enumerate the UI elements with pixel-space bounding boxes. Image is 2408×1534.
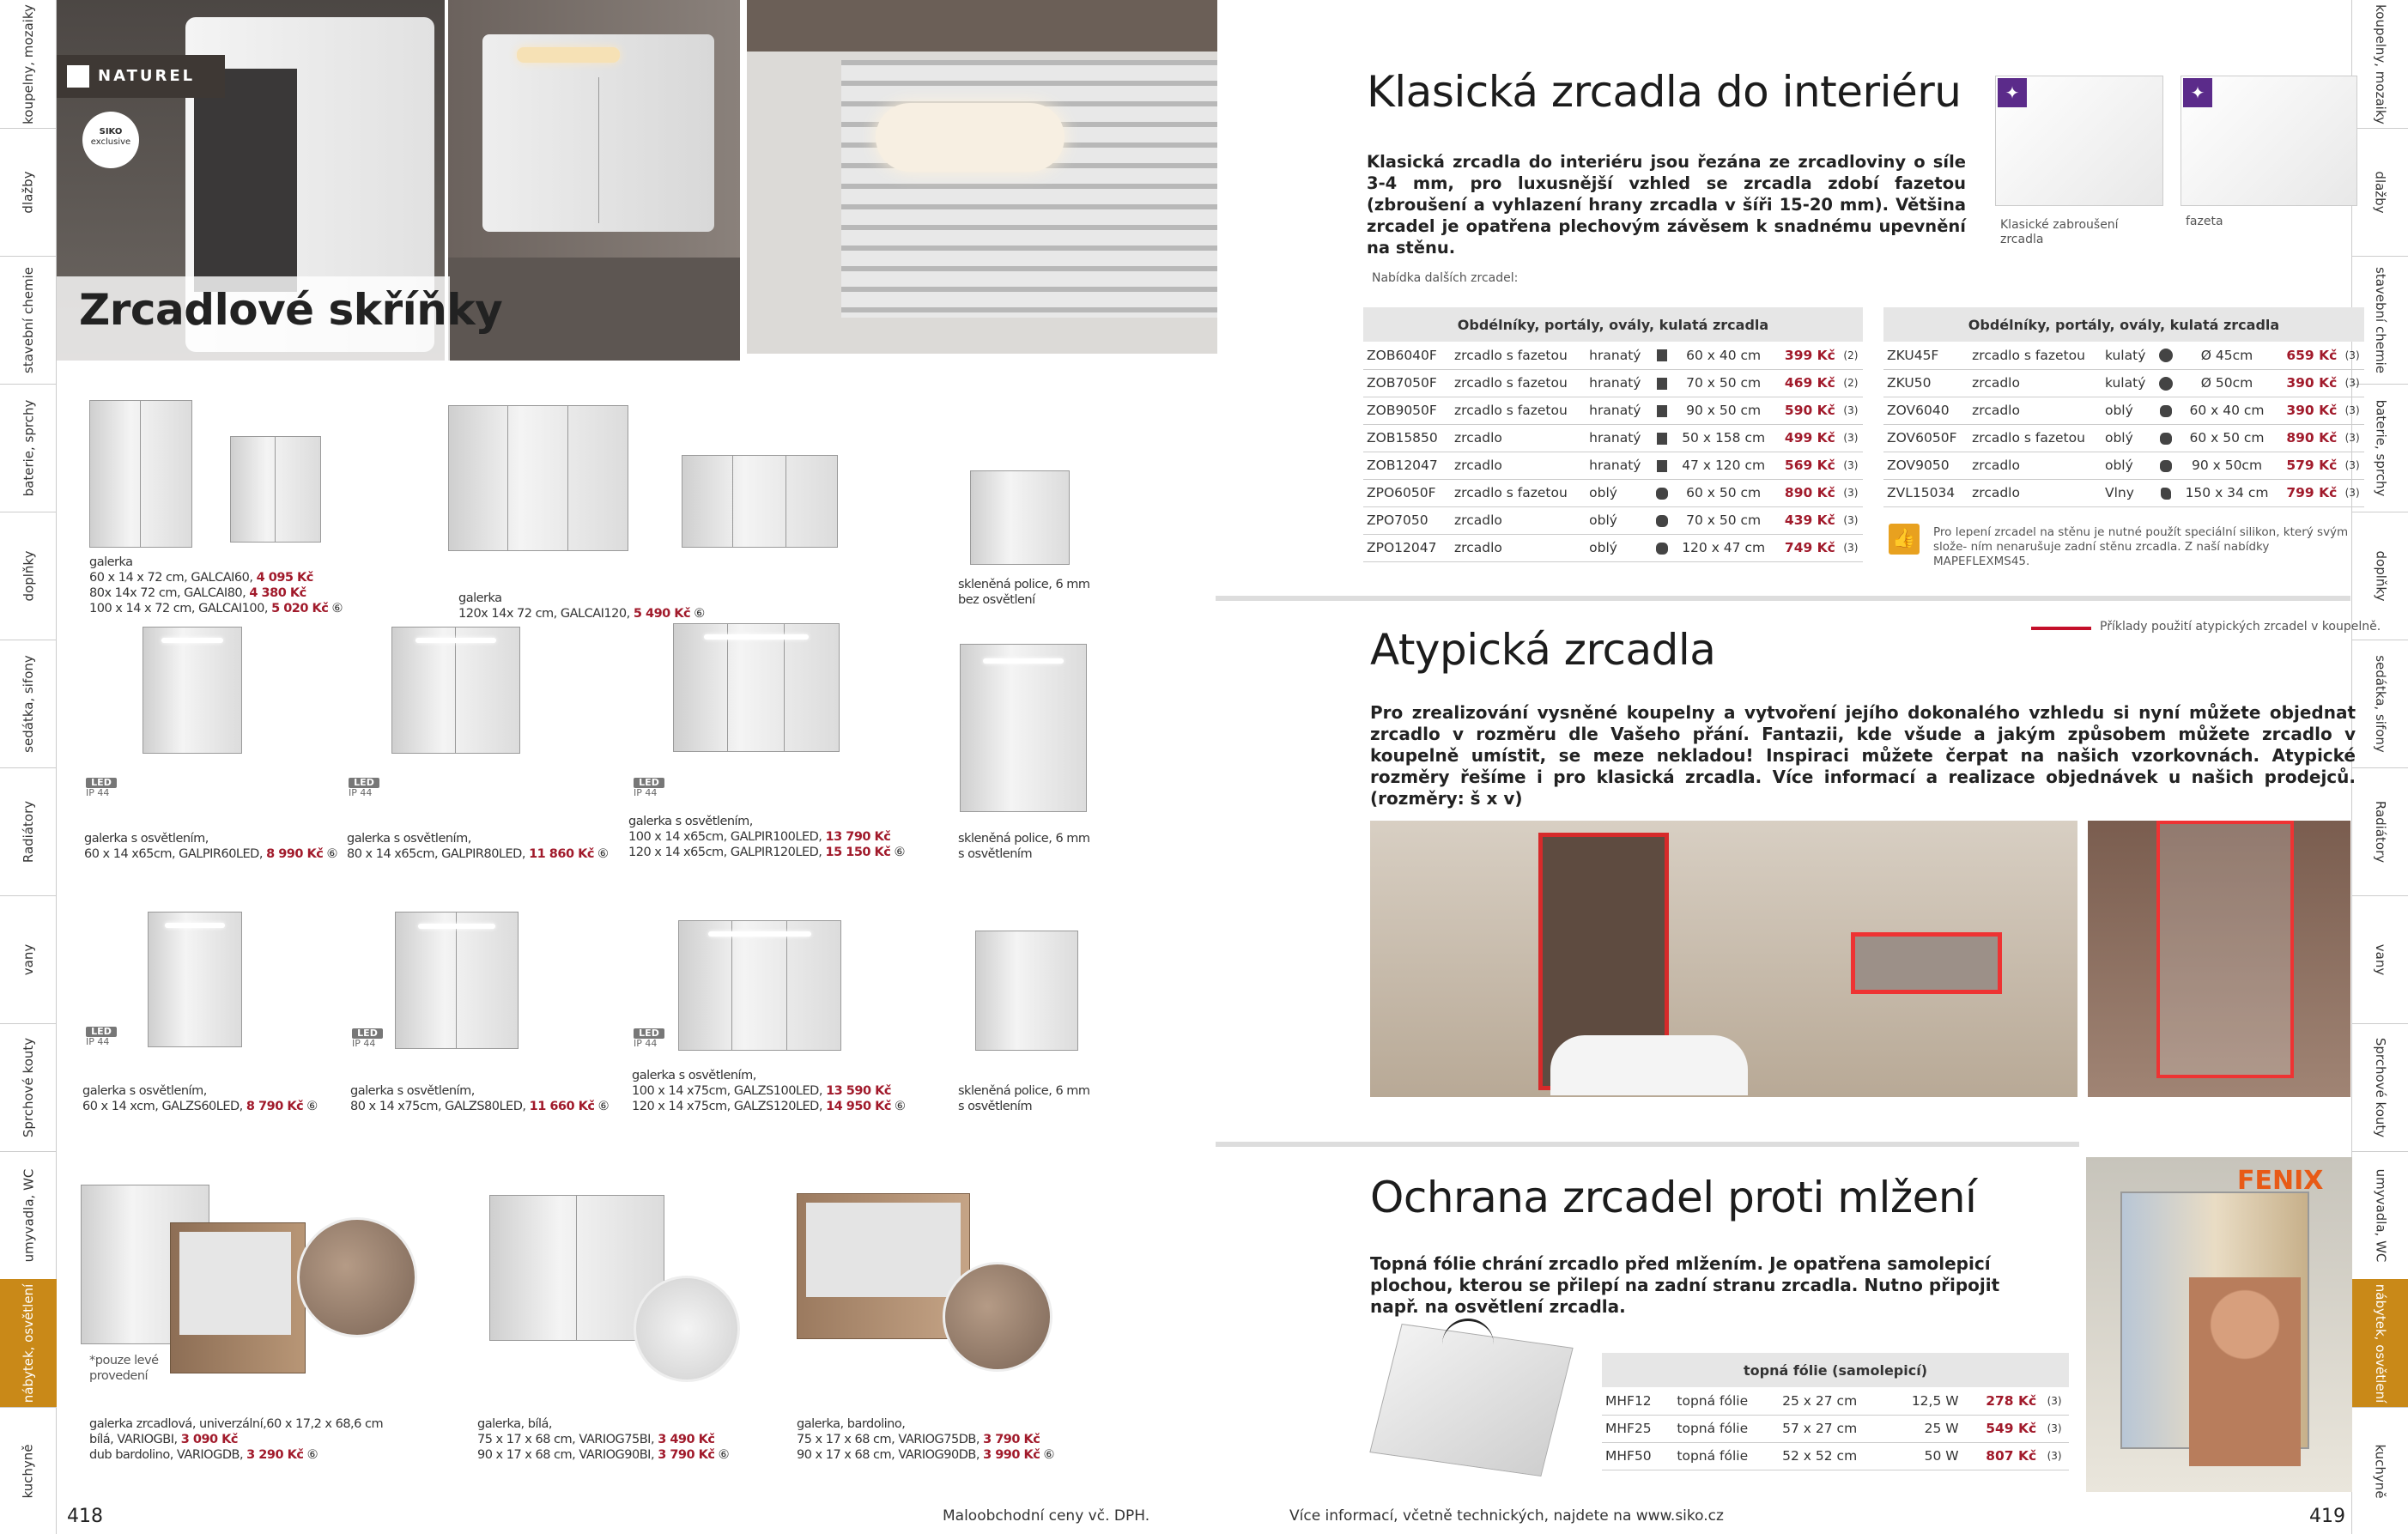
galpir60-image (143, 627, 242, 754)
table-header: Obdélníky, portály, ovály, kulatá zrcadla (1363, 307, 1863, 342)
heating-foil-image (1377, 1310, 1583, 1482)
caption-galzs80: galerka s osvětlením, 80 x 14 x75cm, GALZS80LED, 11 660 Kč ⑥ (350, 1084, 610, 1113)
classic-mirrors-text: Klasická zrcadla do interiéru jsou řezána ze zrcadloviny o síle 3-4 mm, pro luxusnější vzhled se zrcadla zdobí fazetou (zbroušení a vyhlazení hrany zrcadla v šíři 15-20 mm). Většina zrcadel je opatřena plechovým závěsem k snadnému upevnění na stěnu. (1367, 152, 1966, 258)
side-tab[interactable]: dlažby (0, 128, 57, 257)
table-row: ZOB6040F zrcadlo s fazetou hranatý 60 x 40 cm 399 Kč (2) (1363, 342, 1863, 369)
table-row: ZPO6050F zrcadlo s fazetou oblý 60 x 50 cm 890 Kč (3) (1363, 479, 1863, 506)
left-side-tabs (0, 0, 57, 1534)
caption-galzs60: galerka s osvětlením, 60 x 14 xcm, GALZS60LED, 8 790 Kč ⑥ (82, 1084, 318, 1113)
variog-detail-circle (297, 1217, 417, 1337)
side-tab[interactable]: doplňky (2352, 512, 2408, 640)
galcai120-open-image (682, 455, 838, 548)
table-row: ZOV9050 zrcadlo oblý 90 x 50cm 579 Kč (3) (1883, 452, 2364, 479)
side-tab[interactable]: baterie, sprchy (0, 384, 57, 512)
side-tab[interactable]: Sprchové kouty (2352, 1023, 2408, 1152)
table-row: ZOB15850 zrcadlo hranatý 50 x 158 cm 499 Kč (3) (1363, 424, 1863, 452)
fenix-logo: FENIX (2237, 1166, 2324, 1196)
galcai-open-image (230, 436, 321, 543)
side-tab[interactable]: koupelny, mozaiky (2352, 0, 2408, 129)
table-row: MHF25 topná fólie 57 x 27 cm 25 W 549 Kč (3) (1602, 1415, 2069, 1442)
page-number-left: 418 (67, 1506, 103, 1527)
led-badge: LED IP 44 (349, 778, 379, 798)
section-divider (1216, 1142, 2079, 1147)
galpir100-image (673, 623, 840, 752)
right-side-tabs (2351, 0, 2408, 1534)
table-row: ZOV6050F zrcadlo s fazetou oblý 60 x 50 cm 890 Kč (3) (1883, 424, 2364, 452)
glass-shelf-image-3 (975, 931, 1078, 1051)
mirror-table-2 (1883, 307, 2364, 507)
caption-glass-shelf-3: skleněná police, 6 mm s osvětlením (958, 1084, 1090, 1113)
caption-variog: galerka zrcadlová, univerzální,60 x 17,2 x 68,6 cm bílá, VARIOGBI, 3 090 Kč dub bardolino, VARIOGDB, 3 290 Kč ⑥ (89, 1417, 384, 1462)
table-row: ZOV6040 zrcadlo oblý 60 x 40 cm 390 Kč (3) (1883, 397, 2364, 424)
glass-shelf-image-1 (970, 470, 1070, 565)
bevel-figure-2: ✦ (2181, 76, 2357, 206)
atypical-bathroom-photo-2 (2088, 821, 2350, 1097)
caption-galpir80: galerka s osvětlením, 80 x 14 x65cm, GALPIR80LED, 11 860 Kč ⑥ (347, 832, 609, 861)
silicone-tip: Pro lepení zrcadel na stěnu je nutné použít speciální silikon, který svým slože- ním nenarušuje zadní stěnu zrcadla. Z naší nabídky MAPEFLEXMS45. (1933, 525, 2349, 568)
caption-glass-shelf-2: skleněná police, 6 mm s osvětlením (958, 832, 1090, 861)
fenix-mirror-photo (2086, 1157, 2352, 1492)
caption-glass-shelf-1: skleněná police, 6 mm bez osvětlení (958, 578, 1090, 607)
table-row: ZOB7050F zrcadlo s fazetou hranatý 70 x 50 cm 469 Kč (2) (1363, 369, 1863, 397)
caption-galzs100: galerka s osvětlením, 100 x 14 x75cm, GALZS100LED, 13 590 Kč 120 x 14 x75cm, GALZS120LED, 14 950 Kč ⑥ (632, 1069, 906, 1113)
table-row: ZVL15034 zrcadlo Vlny 150 x 34 cm 799 Kč (3) (1883, 479, 2364, 506)
side-tab[interactable]: baterie, sprchy (2352, 384, 2408, 512)
side-tab[interactable]: sedátka, sifony (2352, 640, 2408, 768)
table-row: MHF50 topná fólie 52 x 52 cm 50 W 807 Kč (3) (1602, 1442, 2069, 1470)
galcai120-cabinet-image (448, 405, 628, 551)
table-header: topná fólie (samolepicí) (1602, 1353, 2069, 1387)
table-row: ZPO7050 zrcadlo oblý 70 x 50 cm 439 Kč (3) (1363, 506, 1863, 534)
red-legend-line (2031, 627, 2091, 630)
thumbs-up-icon: 👍 (1889, 524, 1920, 555)
led-badge: LED IP 44 (86, 1027, 117, 1047)
side-tab[interactable]: vany (2352, 895, 2408, 1024)
table-row: ZKU45F zrcadlo s fazetou kulatý Ø 45cm 659 Kč (3) (1883, 342, 2364, 369)
section-title-classic-mirrors: Klasická zrcadla do interiéru (1367, 67, 1962, 117)
anti-fog-text: Topná fólie chrání zrcadlo před mlžením. Je opatřena samolepicí plochou, kterou se přilepí na zadní stranu zrcadla. Nutno připojit např. na osvětlení zrcadla. (1370, 1253, 2000, 1317)
side-tab[interactable]: stavební chemie (2352, 256, 2408, 385)
mirror-table-1 (1363, 307, 1863, 562)
caption-galcai120: galerka 120x 14x 72 cm, GALCAI120, 5 490 Kč ⑥ (458, 591, 705, 621)
side-tab[interactable]: Radiátory (0, 767, 57, 896)
footer-website-note: Více informací, včetně technických, najdete na www.siko.cz (1289, 1507, 1724, 1525)
section-title-atypical-mirrors: Atypická zrcadla (1370, 625, 1716, 675)
caption-variog-bi: galerka, bílá, 75 x 17 x 68 cm, VARIOG75BI, 3 490 Kč 90 x 17 x 68 cm, VARIOG90BI, 3 790 Kč ⑥ (477, 1417, 730, 1462)
page-number-right: 419 (2309, 1506, 2345, 1527)
left-side-only-note: *pouze levé provedení (89, 1354, 159, 1383)
section-divider (1216, 596, 2350, 601)
side-tab[interactable]: nábytek, osvětlení (2352, 1279, 2408, 1408)
side-tab[interactable]: umyvadla, WC (0, 1151, 57, 1280)
variog-oak-image (170, 1222, 306, 1373)
side-tab[interactable]: sedátka, sifony (0, 640, 57, 768)
galzs100-image (678, 920, 841, 1051)
side-tab[interactable]: vany (0, 895, 57, 1024)
variog-db-detail-circle (943, 1262, 1052, 1372)
heating-foil-table (1602, 1353, 2069, 1470)
led-badge: LED IP 44 (634, 778, 664, 798)
side-tab[interactable]: stavební chemie (0, 256, 57, 385)
figure-caption-classic-bevel: Klasické zabroušení zrcadla (2000, 218, 2119, 246)
side-tab[interactable]: umyvadla, WC (2352, 1151, 2408, 1280)
side-tab[interactable]: dlažby (2352, 128, 2408, 257)
table-header: Obdélníky, portály, ovály, kulatá zrcadla (1883, 307, 2364, 342)
offer-label: Nabídka dalších zrcadel: (1372, 271, 1519, 285)
table-row: ZPO12047 zrcadlo oblý 120 x 47 cm 749 Kč (3) (1363, 534, 1863, 561)
side-tab[interactable]: kuchyně (0, 1407, 57, 1534)
atypical-bathroom-photo-1 (1370, 821, 2077, 1097)
glass-shelf-image-2 (960, 644, 1087, 812)
bevel-figure-1: ✦ (1995, 76, 2163, 206)
galcai-cabinet-image (89, 400, 192, 548)
caption-galpir60: galerka s osvětlením, 60 x 14 x65cm, GALPIR60LED, 8 990 Kč ⑥ (84, 832, 337, 861)
galzs60-image (148, 912, 242, 1047)
galpir80-image (391, 627, 520, 754)
caption-galpir100: galerka s osvětlením, 100 x 14 x65cm, GALPIR100LED, 13 790 Kč 120 x 14 x65cm, GALPIR120LED, 15 150 Kč ⑥ (628, 815, 905, 859)
hero-photo-3 (747, 0, 1217, 354)
table-row: ZKU50 zrcadlo kulatý Ø 50cm 390 Kč (3) (1883, 369, 2364, 397)
figure-caption-facet: fazeta (2186, 215, 2223, 228)
galzs80-image (395, 912, 519, 1049)
footer-prices-note: Maloobchodní ceny vč. DPH. (943, 1507, 1150, 1525)
atypical-legend: Příklady použití atypických zrcadel v koupelně. (2100, 620, 2381, 634)
side-tab[interactable]: doplňky (0, 512, 57, 640)
caption-galcai: galerka 60 x 14 x 72 cm, GALCAI60, 4 095 Kč 80x 14x 72 cm, GALCAI80, 4 380 Kč 100 x 14 x 72 cm, GALCAI100, 5 020 Kč ⑥ (89, 555, 343, 615)
table-row: MHF12 topná fólie 25 x 27 cm 12,5 W 278 Kč (3) (1602, 1387, 2069, 1415)
table-row: ZOB9050F zrcadlo s fazetou hranatý 90 x 50 cm 590 Kč (3) (1363, 397, 1863, 424)
led-badge: LED IP 44 (352, 1028, 383, 1049)
led-badge: LED IP 44 (634, 1028, 664, 1049)
side-tab[interactable]: nábytek, osvětlení (0, 1279, 57, 1408)
naturel-logo: NATUREL (57, 55, 225, 98)
side-tab[interactable]: Radiátory (2352, 767, 2408, 896)
side-tab[interactable]: kuchyně (2352, 1407, 2408, 1534)
caption-variog-db: galerka, bardolino, 75 x 17 x 68 cm, VARIOG75DB, 3 790 Kč 90 x 17 x 68 cm, VARIOG90DB, 3 990 Kč ⑥ (797, 1417, 1054, 1462)
side-tab[interactable]: koupelny, mozaiky (0, 0, 57, 129)
table-row: ZOB12047 zrcadlo hranatý 47 x 120 cm 569 Kč (3) (1363, 452, 1863, 479)
siko-exclusive-badge: SIKO exclusive (82, 112, 139, 168)
atypical-mirrors-text: Pro zrealizování vysněné koupelny a vytvoření jejího dokonalého vzhledu si nyní můžete objednat zrcadlo v rozměru dle Vašeho přání. Fantazii, kde všude a jakým způsobem můžete zrcadlo v koupelně umístit, se meze nekladou! Inspiraci můžete čerpat na našich vzorkovnách. Atypické rozměry řešíme i pro klasická zrcadla. Více informací a realizace objednávek u našich prodejců. (rozměry: š x v) (1370, 702, 2356, 809)
side-tab[interactable]: Sprchové kouty (0, 1023, 57, 1152)
section-title-anti-fog: Ochrana zrcadel proti mlžení (1370, 1173, 1977, 1222)
variog-bi-detail-circle (634, 1276, 740, 1382)
page-title-left: Zrcadlové skříňky (79, 285, 503, 335)
led-badge: LED IP 44 (86, 778, 117, 798)
